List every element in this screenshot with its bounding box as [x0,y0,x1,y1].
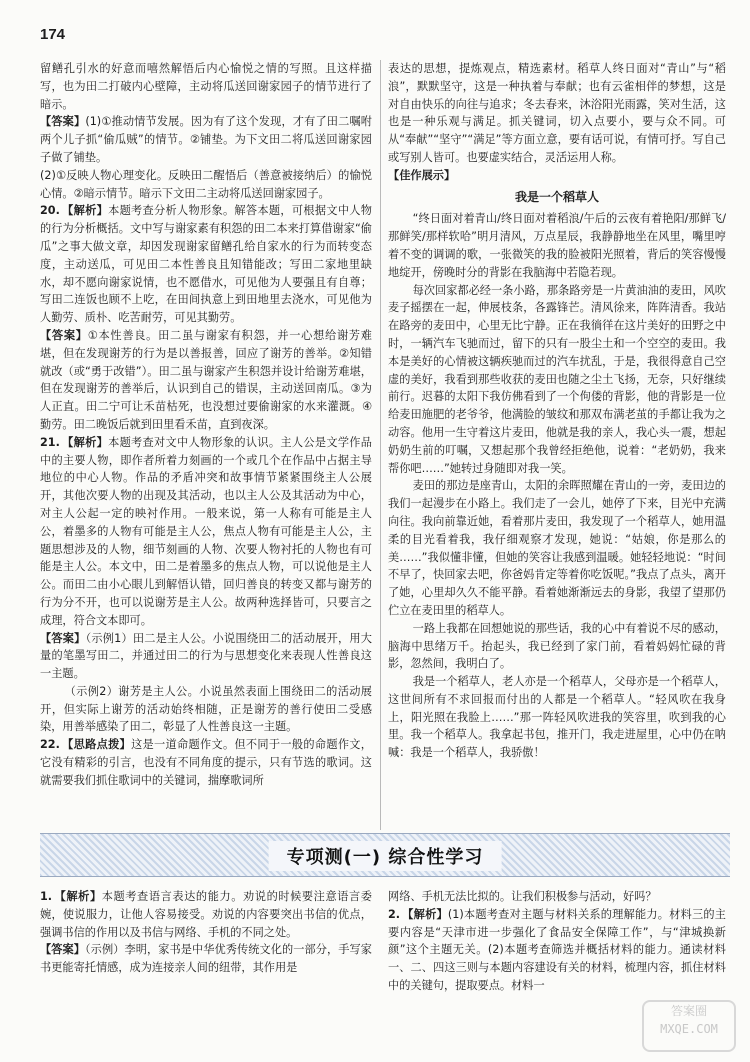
block-text: 网络、手机无法比拟的。让我们积极参与活动，好吗？ [388,890,657,903]
paragraph [388,282,726,478]
watermark-logo [642,1000,736,1052]
question-block [40,736,372,789]
section-title: 专项测(一) 综合性学习 [269,841,502,871]
block-text: 本题考查语言表达的能力。劝说的时候要注意语言委婉，使说服力，让他人容易接受。劝说的内容要突出书信的优点，强调书信的作用以及书信与网络、手机的不同之处。 [40,890,372,939]
watermark-url: MXQE.COM [660,1022,718,1036]
page-number: 174 [40,26,66,43]
answer-block [40,327,372,434]
block-text: 一路上我都在回想她说的那些话，我的心中有着说不尽的感动，脑海中思绪万千。抬起头，我已经到了家门前，看着妈妈忙碌的背影，忽然间，我明白了。 [388,621,726,671]
paragraph [40,167,372,203]
block-label: 【答案】 [40,943,86,957]
left-column [40,60,372,790]
question-number: 1. [40,890,53,903]
block-label: 【答案】 [40,328,88,342]
section-banner [40,833,730,877]
block-label: 【解析】 [61,435,109,449]
block-text: （示例2）谢芳是主人公。小说虽然表面上围绕田二的活动展开，但实际上谢芳的活动始终相随，正是谢芳的善行使田二受感染，用善举感染了田二，彰显了人性善良这一主题。 [40,684,372,734]
block-text: 本题考查分析人物形象。解答本题，可根据文中人物的行为分析概括。文中写与谢家素有积怨的田二本来打算借谢家“偷瓜”之事大做文章，却因发现谢家留鳝孔给自家水的行为而转变态度，主动送瓜，可见田二本性善良且知错能改；写田二家地里缺水，却不愿向谢家说情，也不愿借水，可见他为人要强且有自尊；写田二连饭也顾不上吃，在田间执意上到田地里去浇水，可见他为人勤劳、质朴、吃苦耐劳，可见其勤劳。 [40,204,372,325]
block-text: (2)①反映人物心理变化。反映田二醒悟后（善意被接纳后）的愉悦心情。②暗示情节。暗示下文田二主动将瓜送回谢家园子。 [40,168,372,200]
block-text: 这是一道命题作文。但不同于一般的命题作文，它没有精彩的引言，也没有不同角度的提示，只有节选的歌词。这就需要我们抓住歌词中的关键词，揣摩歌词所 [40,738,372,787]
bottom-left-column [40,888,372,977]
answer-block [40,941,372,977]
question-block [40,888,372,941]
block-label: 【答案】 [40,115,86,129]
block-text: (1)本题考查对主题与材料关系的理解能力。材料三的主要内容是“天津市进一步强化了食品安全保障工作”，与“津城换新颜”这个主题无关。(2)本题考查筛选并概括材料的能力。通读材料一、二、四这三则与本题内容建设有关的材料，梳理内容，抓住材料中的关键句，提取要点。材料一 [388,907,726,992]
paragraph [388,620,726,673]
paragraph [388,60,726,167]
block-text: 我是一个稻草人，老人亦是一个稻草人，父母亦是一个稻草人，这世间所有不求回报而付出的人都是一个稻草人。“轻风吹在我身上，阳光照在我脸上……”那一阵轻风吹进我的笑容里，吹到我的心里。我一个稻草人。我拿起书包，推开门，我走进屋里，心中仍在呐喊：我是一个稻草人，我骄傲！ [388,675,726,760]
paragraph [40,683,372,736]
paragraph [388,210,726,281]
essay-title: 我是一个稻草人 [514,189,599,204]
paragraph [388,477,726,619]
paragraph [40,60,372,113]
question-number: 22. [40,738,60,752]
block-label: 【解析】 [61,204,109,218]
block-text: 本题考查对文中人物形象的认识。主人公是文学作品中的主要人物，即作者所着力刻画的一个或几个在作品中占据主导地位的中心人物。作品的矛盾冲突和故事情节紧紧围绕主人公展开，其他次要人物的出现及其活动，也以主人公及其活动为中心，对主人公起一定的映衬作用。一般来说，第一人称有可能是主人公，着墨多的人物有可能是主人公，焦点人物有可能是主人公，主题思想涉及的人物，细节刻画的人物、次要人物衬托的人物也有可能是主人公。本文中，田二是着墨多的焦点人物，可以说他是主人公。而田二由小心眼儿到解悟认错，回归善良的转变又都与谢芳的行为分不开，也可以说谢芳是主人公。故两种选择皆可，只要言之成理，符合文本即可。 [40,435,372,627]
question-block [388,906,726,995]
right-column [388,60,726,762]
block-label: 【答案】 [40,631,86,645]
column-divider [380,60,381,830]
block-text: 每次回家都必经一条小路，那条路旁是一片黄油油的麦田，风吹麦子摇摆在一起，伸展枝条，各露锋芒。清风徐来，阵阵清香。我站在路旁的麦田中，心里无比宁静。正在我徜徉在这片美好的田野之中时，一辆汽车飞驰而过，留下的只有一股尘土和一个空空的麦田。我本是美好的心情被这辆疾驰而过的汽车扰乱，于是，我很得意自己空虚的美好，我看到那些收获的麦田也随之尘土飞扬，无奈，只好继续前行。迟暮的太阳下我仿佛看到了一个佝偻的背影，他的背影是一位给麦田施肥的老爷爷，他满脸的皱纹和那双布满老茧的手都让我为之动容。他用一生守着这片麦田，他就是我的亲人，我心头一震，想起奶奶生前的叮嘱，又想起那个我曾经拒绝他，说着：“老奶奶，我来帮你吧……”她转过身随即对我一笑。 [388,283,726,475]
block-text: 留鳝孔引水的好意而嘻然解悟后内心愉悦之情的写照。且这样描写，也为田二打破内心壁障，主动将瓜送回谢家园子的情节进行了暗示。 [40,62,372,111]
answer-block [40,113,372,166]
question-number: 20. [40,204,60,218]
question-number: 2. [388,907,401,921]
block-label: 【解析】 [54,890,102,903]
answer-block [40,630,372,683]
block-label: 【解析】 [402,907,448,921]
section-label: 【佳作展示】 [388,168,456,182]
block-text: (1)①推动情节发展。因为有了这个发现，才有了田二嘱咐两个儿子抓“偷瓜贼”的情节。②铺垫。为下文田二将瓜送回谢家园子做了铺垫。 [40,115,372,164]
block-label: 【思路点拨】 [61,738,132,752]
block-text: 表达的思想，提炼观点，精选素材。稻草人终日面对“青山”与“稻浪”，默默坚守，这是一种执着与奉献；也有云雀相伴的梦想，这是对自由快乐的向往与追求；冬去春来，沐浴阳光雨露，笑对生活，这也是一种乐观与满足。抓关键词，切入点要小，要与众不同。可从“奉献”“坚守”“满足”等方面立意，要有话可说，有情可抒。写自己或写别人皆可。也要虚实结合，灵活运用人称。 [388,62,726,164]
block-text: ①本性善良。田二虽与谢家有积怨，并一心想给谢芳难堪，但在发现谢芳的行为是以善报善，回应了谢芳的善举。②知错就改（或“勇于改错”）。田二虽与谢家产生积怨并设计给谢芳难堪，但在发现谢芳的善举后，认识到自己的错误，主动送回南瓜。③为人正直。田二宁可让禾苗枯死，也没想过要偷谢家的水来灌溉。④勤劳。田二晚饭后就到田里看禾苗，直到夜深。 [40,328,372,431]
question-number: 21. [40,435,60,449]
bottom-right-column [388,888,726,995]
watermark-text: 答案圈 [670,1004,707,1018]
block-text: 麦田的那边是座青山，太阳的余晖照耀在青山的一旁，麦田边的我们一起漫步在小路上。我们走了一会儿，她停了下来，目光中充满向往。我向前靠近她，看着那片麦田，我发现了一个稻草人，她用温柔的目光看着我，我仔细观察才发现，她说：“姑娘，你是那么的美……”我似懂非懂，但她的笑容让我感到温暖。她轻轻地说：“时间不早了，快回家去吧，你爸妈肯定等着你吃饭呢。”我点了点头，离开了她，心里却久久不能平静。看着她渐渐远去的身影，我望了望那仍伫立在麦田里的稻草人。 [388,479,726,617]
paragraph [388,888,726,906]
block-text: （示例1）田二是主人公。小说围绕田二的活动展开，用大量的笔墨写田二，并通过田二的行为与思想变化来表现人性善良这一主题。 [40,631,372,681]
paragraph [388,673,726,762]
block-text: （示例）李明，家书是中华优秀传统文化的一部分，手写家书更能寄托情感，成为连接亲人间的纽带，其作用是 [40,943,372,975]
block-text: “终日面对着青山/终日面对着稻浪/午后的云夜有着艳阳/那鲜飞/那鲜笑/那样软哈”明月清风，万点星辰，我静静地坐在风里，嘴里哼着不变的调调的歌，一张微笑的我的脸被阳光照着，背后的笑容慢慢地绽开，傍晚时分的背影在我脑海中若隐若现。 [388,212,726,279]
question-block [40,434,372,630]
question-block [40,202,372,327]
